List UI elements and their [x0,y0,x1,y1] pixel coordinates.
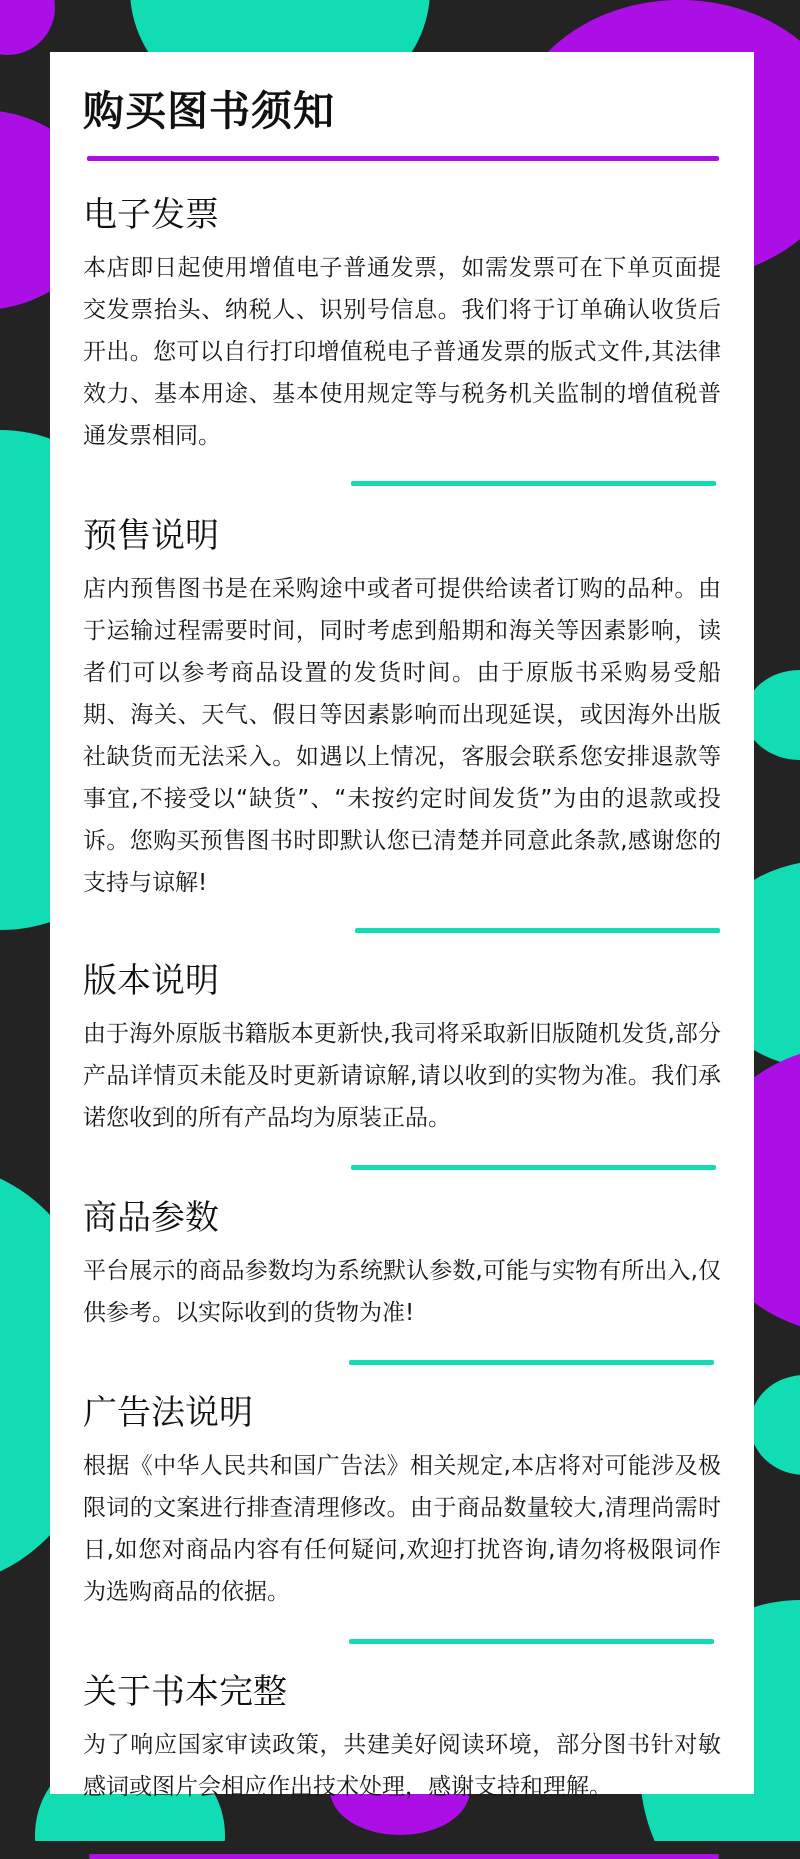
section-product-parameters [83,1198,721,1365]
section-body: 为了响应国家审读政策，共建美好阅读环境，部分图书针对敏感词或图片会相应作出技术处理，感谢支持和理解。 [83,1732,721,1800]
section-divider [351,481,716,486]
section-heading: 广告法说明 [83,1393,253,1433]
notice-card [50,52,754,1800]
section-body: 店内预售图书是在采购途中或者可提供给读者订购的品种。由于运输过程需要时间，同时考虑到船期和海关等因素影响，读者们可以参考商品设置的发货时间。由于原版书采购易受船期、海关、天气、假日等因素影响而出现延误，或因海外出版社缺货而无法采入。如遇以上情况，客服会联系您安排退款等事宜,不接受以“缺货”、“未按约定时间发货”为由的退款或投诉。您购买预售图书时即默认您已清楚并同意此条款,感谢您的支持与谅解! [83,576,721,896]
section-advertising-law [83,1393,721,1644]
section-body: 本店即日起使用增值电子普通发票，如需发票可在下单页面提交发票抬头、纳税人、识别号信息。我们将于订单确认收货后开出。您可以自行打印增值税电子普通发票的版式文件,其法律效力、基本用途、基本使用规定等与税务机关监制的增值税普通发票相同。 [83,255,721,449]
purple-circle-decoration [0,0,55,55]
section-divider [349,1360,714,1365]
section-divider [351,1165,716,1170]
section-electronic-invoice [83,195,721,486]
teal-circle-decoration [750,1375,800,1475]
section-heading: 关于书本完整 [83,1672,287,1712]
section-book-integrity [83,1672,721,1808]
section-heading: 版本说明 [83,961,219,1001]
page-title: 购买图书须知 [83,87,335,135]
title-divider [87,156,719,161]
section-edition [83,961,721,1170]
section-divider [355,928,720,933]
section-presale [83,516,721,933]
section-body: 由于海外原版书籍版本更新快,我司将采取新旧版随机发货,部分产品详情页未能及时更新请谅解,请以收到的实物为准。我们承诺您收到的所有产品均为原装正品。 [83,1021,721,1131]
section-divider [349,1639,714,1644]
section-heading: 预售说明 [83,516,219,556]
section-body: 平台展示的商品参数均为系统默认参数,可能与实物有所出入,仅供参考。以实际收到的货物为准! [83,1258,721,1326]
section-heading: 商品参数 [83,1198,219,1238]
bottom-divider [89,1854,719,1859]
section-heading: 电子发票 [83,195,219,235]
section-body: 根据《中华人民共和国广告法》相关规定,本店将对可能涉及极限词的文案进行排查清理修改。由于商品数量较大,清理尚需时日,如您对商品内容有任何疑问,欢迎打扰咨询,请勿将极限词作为选购商品的依据。 [83,1453,721,1605]
